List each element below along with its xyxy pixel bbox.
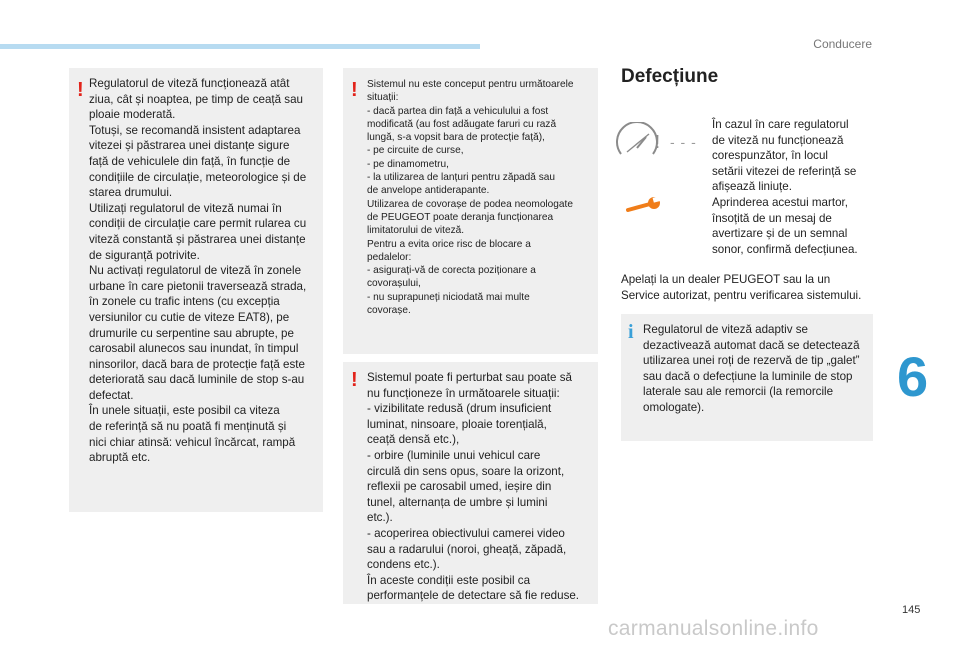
warning-text-limitations: Sistemul nu este conceput pentru următoarele situații: - dacă partea din față a vehiculului a fost modificată (au fost adăugate faruri cu rază lungă, s-a vopsit bara de protecție față), - pe circuite de curse, - pe dinamometru, - la utilizarea de lanțuri pentru zăpadă sau de anvelope antiderapante. Utilizarea de covorașe de podea neomologate de PEUGEOT poate deranja funcționarea limitatorului de viteză. Pentru a evita orice risc de blocare a pedalelor: - asigurați-vă de corecta poziționare a covorașului, - nu suprapuneți niciodată mai multe covorașe.: [367, 79, 574, 317]
warning-icon: !: [77, 79, 84, 101]
warning-icon: !: [351, 79, 358, 101]
warning-text-usage: Regulatorul de viteză funcționează atât ziua, cât și noaptea, pe timp de ceață sau ploaie moderată. Totuși, se recomandă insistent adaptarea vitezei și păstrarea unei distanțe sigure față de vehiculele din față, în funcție de condițiile de circulație, meteorologice și de starea drumului. Utilizați regulatorul de viteză numai în condiții de circulație care permit rularea cu viteză constantă și păstrarea unei distanțe de siguranță potrivite. Nu activați regulatorul de viteză în zonele urbane în care pietonii traversează strada, în zonele cu trafic intens (cu excepția versiunilor cu cutie de viteze EAT8), pe drumurile cu serpentine sau abrupte, pe carosabil alunecos sau inundat, în timpul ninsorilor, dacă bara de protecție față este deteriorată sau dacă luminile de stop s-au defectat. În unele situații, este posibil ca viteza de referință să nu poată fi menținută și nici chiar atinsă: vehicul încărcat, rampă abruptă etc.: [89, 77, 307, 465]
dealer-instruction: Apelați la un dealer PEUGEOT sau la un Service autorizat, pentru verificarea sistemului.: [621, 273, 862, 302]
dash-description: În cazul în care regulatorul de viteză nu funcționează corespunzător, în locul setării vitezei de referință se afișează liniuțe.: [712, 118, 857, 194]
warning-box-usage: [69, 68, 323, 512]
warning-box-limitations: [343, 68, 598, 354]
page-number: 145: [902, 604, 921, 616]
warning-box-perturbations: [343, 362, 598, 604]
warning-text-perturbations: Sistemul poate fi perturbat sau poate să nu funcționeze în următoarele situații: - vizibilitate redusă (drum insuficient luminat, ninsoare, ploaie torențială, ceață densă etc.), - orbire (luminile unui vehicul care circulă din sens opus, soare la orizont, reflexii pe carosabil umed, ieșire din tunel, alternanța de umbre și lumini etc.). - acoperirea obiectivului camerei video sau a radarului (noroi, gheață, zăpadă, condens etc.). În aceste condiții este posibil ca performanțele de detectare să fie reduse.: [367, 371, 580, 603]
wrench-description: Aprinderea acestui martor, însoțită de un mesaj de avertizare și de un semnal sonor, confirmă defecțiunea.: [712, 196, 858, 256]
warning-icon: !: [351, 369, 358, 391]
info-text-adaptive: Regulatorul de viteză adaptiv se dezactivează automat dacă se detectează utilizarea unei roți de rezervă de tip „galet” sau dacă o defecțiune la luminile de stop laterale sau ale remorcii (la remorcile omologate).: [643, 323, 860, 414]
watermark: carmanualsonline.info: [608, 617, 819, 640]
section-title-defect: Defecțiune: [621, 66, 719, 87]
svg-text:!: !: [655, 132, 661, 152]
top-accent-bar: [0, 44, 480, 49]
speedometer-fault-icon: [613, 122, 708, 162]
info-box-adaptive: [621, 314, 873, 441]
info-icon: i: [628, 321, 634, 343]
wrench-icon: [624, 193, 664, 217]
dashes-text: - - -: [670, 134, 697, 150]
chapter-number: 6: [897, 345, 929, 408]
section-header: Conducere: [813, 37, 872, 51]
